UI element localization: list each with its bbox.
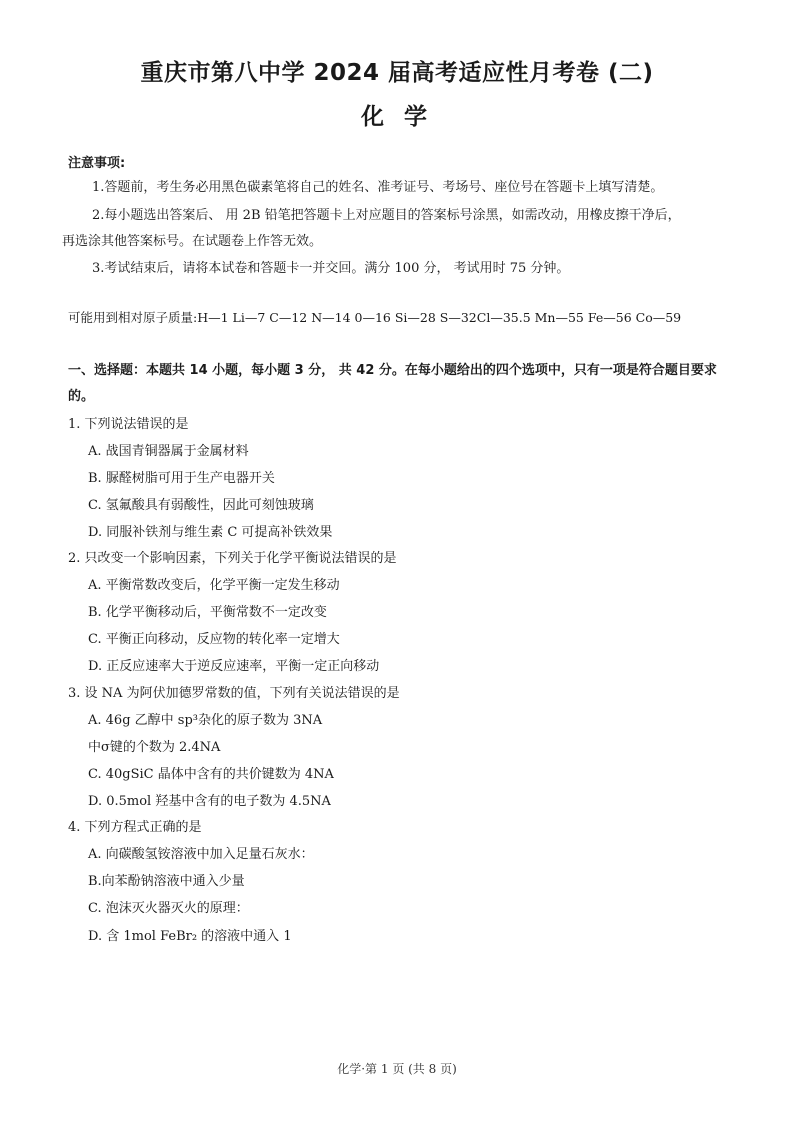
question-2-option-b: B. 化学平衡移动后，平衡常数不一定改变: [88, 605, 327, 620]
question-2-option-d: D. 正反应速率大于逆反应速率，平衡一定正向移动: [88, 659, 380, 674]
notes-heading: 注意事项:: [68, 156, 126, 171]
question-1-option-d: D. 同服补铁剂与维生素 C 可提高补铁效果: [88, 525, 333, 540]
note-item-1: 1.答题前，考生务必用黑色碳素笔将自己的姓名、准考证号、考场号、座位号在答题卡上填写清楚。: [92, 180, 664, 195]
question-4-option-a: A. 向碳酸氢铵溶液中加入足量石灰水：: [88, 847, 314, 862]
question-1-option-c: C. 氢氟酸具有弱酸性，因此可刻蚀玻璃: [88, 498, 314, 513]
note-item-2-line-2: 再选涂其他答案标号。在试题卷上作答无效。: [62, 234, 323, 249]
question-3-option-c: C. 40gSiC 晶体中含有的共价键数为 4NA: [88, 767, 334, 782]
note-item-2-line-1: 2.每小题选出答案后、 用 2B 铅笔把答题卡上对应题目的答案标号涂黑，如需改动，用橡皮擦干净后，: [92, 208, 681, 223]
question-1-stem: 1. 下列说法错误的是: [68, 417, 189, 432]
note-item-3: 3.考试结束后，请将本试卷和答题卡一并交回。满分 100 分， 考试用时 75 分钟。: [92, 261, 570, 276]
question-1-option-a: A. 战国青铜器属于金属材料: [88, 444, 249, 459]
exam-title: 重庆市第八中学 2024 届高考适应性月考卷 (二): [140, 60, 654, 86]
question-2-option-a: A. 平衡常数改变后，化学平衡一定发生移动: [88, 578, 340, 593]
subject-title: 化 学: [360, 104, 433, 130]
question-3-option-d: D. 0.5mol 羟基中含有的电子数为 4.5NA: [88, 794, 331, 809]
section-heading: 一、选择题：本题共 14 小题，每小题 3 分， 共 42 分。在每小题给出的四个选项中，只有一项是符合题目要求的。: [68, 363, 717, 404]
page-footer: 化学·第 1 页 (共 8 页): [337, 1062, 457, 1076]
question-2-option-c: C. 平衡正向移动，反应物的转化率一定增大: [88, 632, 340, 647]
question-3-option-b: 中σ键的个数为 2.4NA: [88, 740, 221, 755]
question-2-stem: 2. 只改变一个影响因素，下列关于化学平衡说法错误的是: [68, 551, 397, 566]
question-4-option-b: B.向苯酚钠溶液中通入少量: [88, 874, 245, 889]
question-4-option-d: D. 含 1mol FeBr₂ 的溶液中通入 1: [88, 929, 292, 944]
question-3-stem: 3. 设 NA 为阿伏加德罗常数的值，下列有关说法错误的是: [68, 686, 400, 701]
question-3-option-a: A. 46g 乙醇中 sp³杂化的原子数为 3NA: [88, 713, 323, 728]
atomic-masses: 可能用到相对原子质量:H—1 Li—7 C—12 N—14 0—16 Si—28 S—32Cl—35.5 Mn—55 Fe—56 Co—59: [68, 310, 682, 325]
question-1-option-b: B. 脲醛树脂可用于生产电器开关: [88, 471, 275, 486]
question-4-option-c: C. 泡沫灭火器灭火的原理：: [88, 901, 249, 916]
question-4-stem: 4. 下列方程式正确的是: [68, 820, 202, 835]
